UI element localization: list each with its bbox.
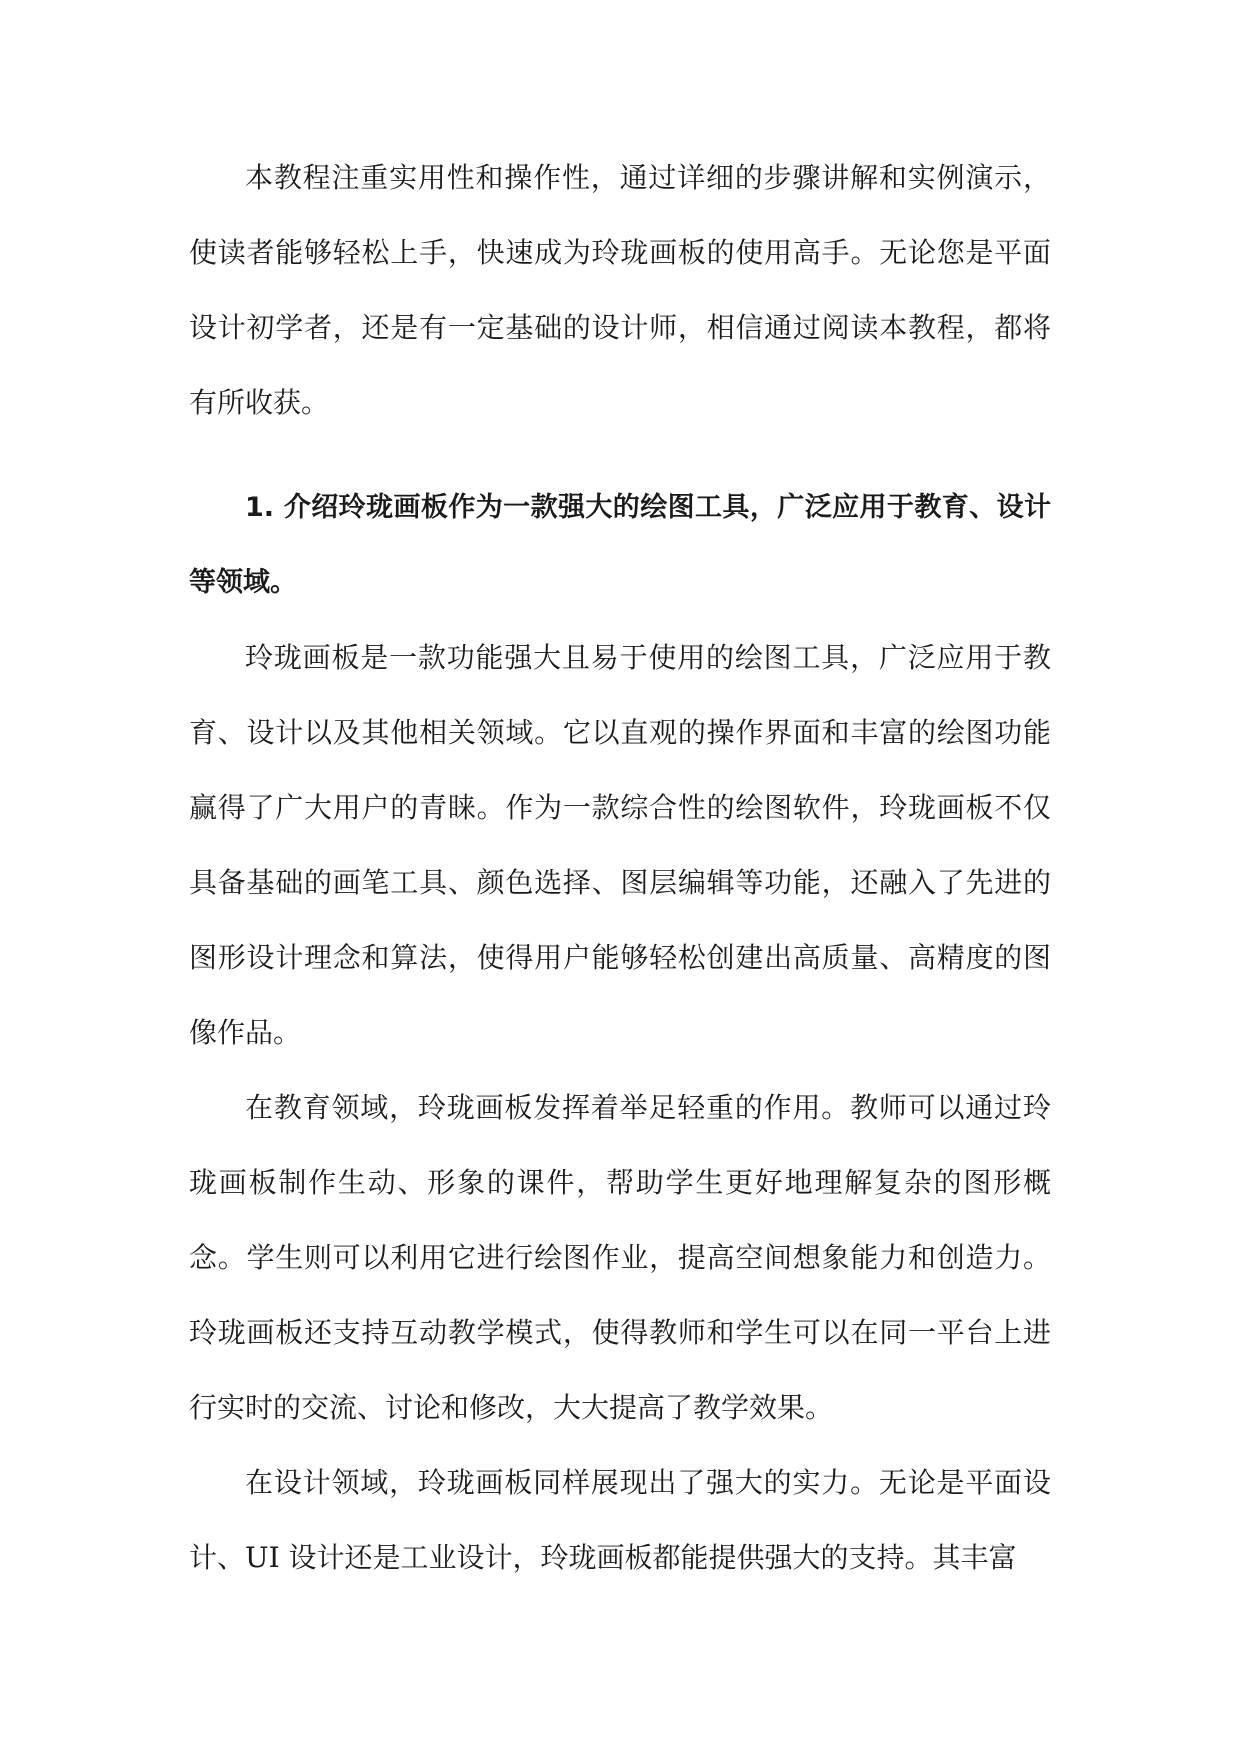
body-paragraph: 玲珑画板是一款功能强大且易于使用的绘图工具，广泛应用于教育、设计以及其他相关领域。它以直观的操作界面和丰富的绘图功能赢得了广大用户的青睐。作为一款综合性的绘图软件，玲珑画板不仅具备基础的画笔工具、颜色选择、图层编辑等功能，还融入了先进的图形设计理念和算法，使得用户能够轻松创建出高质量、高精度的图像作品。: [189, 641, 1051, 1049]
intro-paragraph: 本教程注重实用性和操作性，通过详细的步骤讲解和实例演示，使读者能够轻松上手，快速成为玲珑画板的使用高手。无论您是平面设计初学者，还是有一定基础的设计师，相信通过阅读本教程，都将有所收获。: [189, 161, 1051, 419]
section-heading: 1. 介绍玲珑画板作为一款强大的绘图工具，广泛应用于教育、设计等领域。: [189, 492, 1051, 598]
body-paragraph: 在教育领域，玲珑画板发挥着举足轻重的作用。教师可以通过玲珑画板制作生动、形象的课件，帮助学生更好地理解复杂的图形概念。学生则可以利用它进行绘图作业，提高空间想象能力和创造力。玲珑画板还支持互动教学模式，使得教师和学生可以在同一平台上进行实时的交流、讨论和修改，大大提高了教学效果。: [189, 1091, 1051, 1424]
body-paragraph: 在设计领域，玲珑画板同样展现出了强大的实力。无论是平面设计、UI 设计还是工业设计，玲珑画板都能提供强大的支持。其丰富: [189, 1466, 1051, 1574]
document-body: [189, 140, 1051, 1595]
